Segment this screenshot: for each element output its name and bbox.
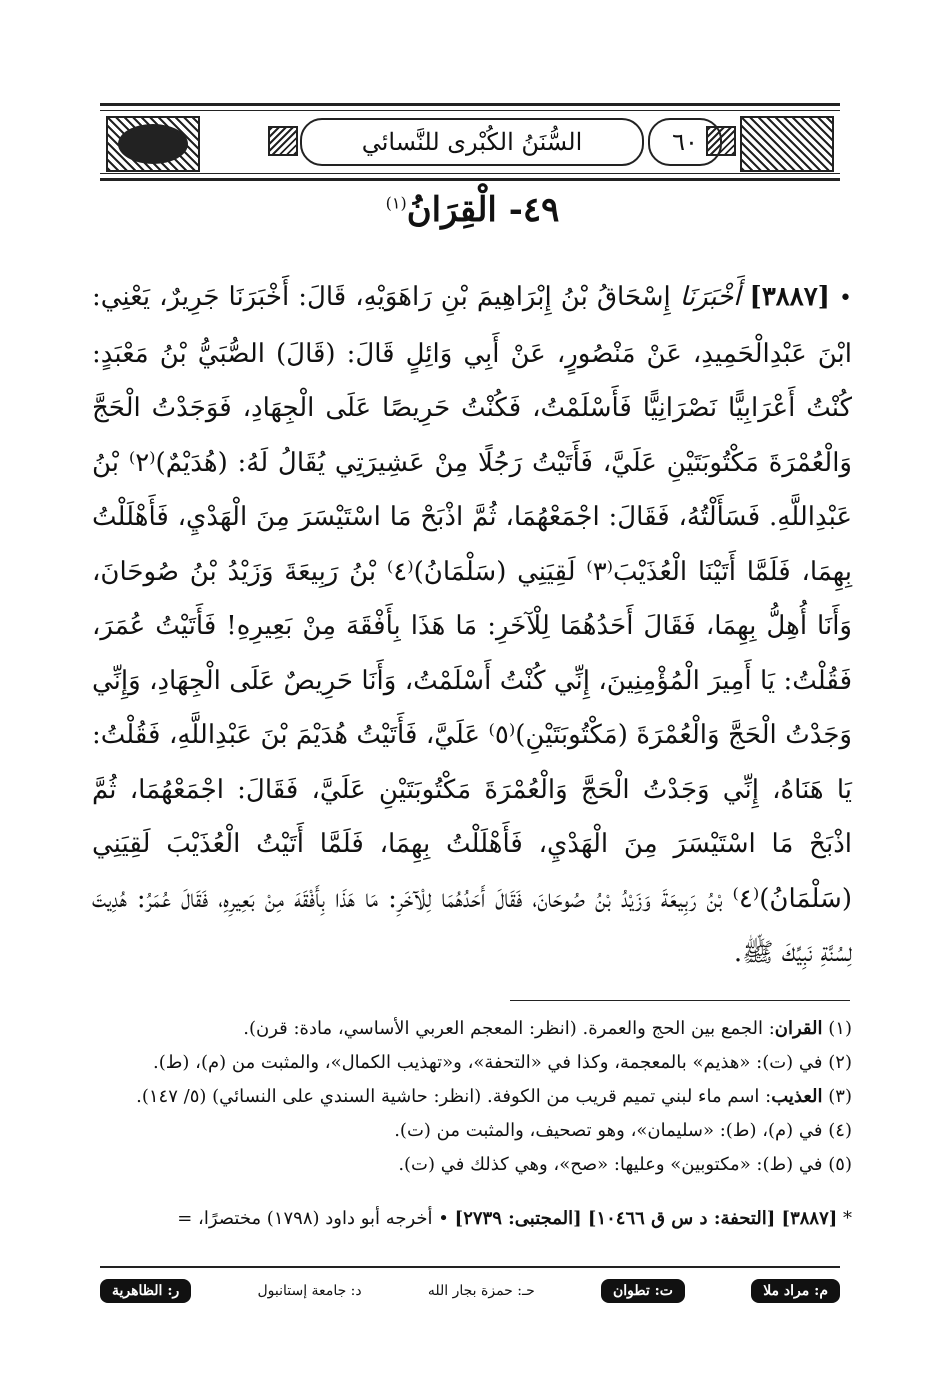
footnote-separator [510, 1000, 850, 1001]
header-ornament-right [740, 116, 834, 172]
footnote: (٤) في (م)، (ط): «سليمان»، وهو تصحيف، والمثبت من (ت). [394, 1120, 852, 1141]
legend-item: ت: تطوان [601, 1279, 685, 1303]
hadith-body [92, 270, 852, 981]
legend-item: د: جامعة إستانبول [257, 1283, 362, 1299]
header-ornament-left [106, 116, 200, 172]
takhrij-text: أخرجه أبو داود (١٧٩٨) مختصرًا، = [177, 1208, 433, 1229]
footnote: (١) القران: الجمع بين الحج والعمرة. (انظر: المعجم العربي الأساسي، مادة: قرن). [243, 1018, 852, 1039]
footnote: (٣) العذيب: اسم ماء لبني تميم قريب من الكوفة. (انظر: حاشية السندي على النسائي) (٥/ ١٤٧). [136, 1086, 852, 1107]
hadith-text: إِسْحَاقُ بْنُ إِبْرَاهِيمَ بْنِ رَاهَوَيْهِ، قَالَ: أَخْبَرَنَا جَرِيرٌ، يَعْنِي: ابْنَ عَبْدِالْحَمِيدِ، عَنْ مَنْصُورٍ، عَنْ أَبِي وَائِلٍ قَالَ: (قَالَ) الصُّبَيُّ بْنُ مَعْبَدٍ: كُنْتُ أَعْرَابِيًّا نَصْرَانِيًّا فَأَسْلَمْتُ، فَكُنْتُ حَرِيصًا عَلَى الْجِهَادِ، فَوَجَدْتُ الْحَجَّ وَالْعُمْرَةَ مَكْتُوبَتَيْنِ عَلَيَّ، فَأَتَيْتُ رَجُلًا مِنْ عَشِيرَتِي يُقَالُ لَهُ: (هُدَيْمٌ)⁽٢⁾ بْنُ عَبْدِاللَّهِ. فَسَأَلْتُهُ، فَقَالَ: اجْمَعْهُمَا، ثُمَّ اذْبَحْ مَا اسْتَيْسَرَ مِنَ الْهَدْيِ، فَأَهْلَلْتُ بِهِمَا، فَلَمَّا أَتَيْنَا الْعُذَيْبَ⁽٣⁾ لَقِيَنِي (سَلْمَانُ)⁽٤⁾ بْنُ رَبِيعَةَ وَزَيْدُ بْنُ صُوحَانَ، وَأَنَا أُهِلُّ بِهِمَا، فَقَالَ أَحَدُهُمَا لِلْآخَرِ: مَا هَذَا بِأَفْقَهَ مِنْ بَعِيرِهِ! فَأَتَيْتُ عُمَرَ، فَقُلْتُ: يَا أَمِيرَ الْمُؤْمِنِينَ، إِنِّي كُنْتُ أَسْلَمْتُ، وَأَنَا حَرِيصٌ عَلَى الْجِهَادِ، وَإِنِّي وَجَدْتُ الْحَجَّ وَالْعُمْرَةَ (مَكْتُوبَتَيْنِ)⁽٥⁾ عَلَيَّ، فَأَتَيْتُ هُدَيْمَ بْنَ عَبْدِاللَّهِ، فَقُلْتُ: يَا هَنَاهُ، إِنِّي وَجَدْتُ الْحَجَّ وَالْعُمْرَةَ مَكْتُوبَتَيْنِ عَلَيَّ، فَقَالَ: اجْمَعْهُمَا، ثُمَّ اذْبَحْ مَا اسْتَيْسَرَ مِنَ الْهَدْيِ، فَأَهْلَلْتُ بِهِمَا، فَلَمَّا أَتَيْتُ الْعُذَيْبَ لَقِيَنِي (سَلْمَانُ)⁽٤⁾ بْنُ رَبِيعَةَ وَزَيْدُ بْنُ صُوحَانَ، فَقَالَ أَحَدُهُمَا لِلْآخَرِ: مَا هَذَا بِأَفْقَهَ مِنْ بَعِيرِهِ، فَقَالَ عُمَرُ: هُدِيتَ لِسُنَّةِ نَبِيِّكَ ﷺ. [92, 282, 853, 968]
legend-item: حـ: حمزة بجار الله [427, 1283, 535, 1299]
footnote: (٥) في (ط): «مكتوبين» وعليها: «صح»، وهي كذلك في (ت). [398, 1154, 852, 1175]
footnote: (٢) في (ت): «هذيم» بالمعجمة، وكذا في «التحفة»، و«تهذيب الكمال»، والمثبت من (م)، (ط). [153, 1052, 852, 1073]
chapter-title: ٤٩- الْقِرَانُ [406, 190, 560, 230]
hadith-number: [٣٨٨٧] [749, 282, 830, 312]
page-number: ٦٠ [648, 118, 722, 166]
chapter-note-marker: (١) [385, 193, 407, 213]
publisher-emblem-icon [118, 124, 188, 164]
chapter-heading [0, 190, 945, 230]
legend-item: ر: الظاهرية [100, 1279, 191, 1303]
book-title: السُّنَنُ الكُبْرى للنَّسائي [300, 118, 644, 166]
star-icon: * [843, 1208, 852, 1229]
page-header [100, 103, 840, 181]
legend-item: م: مراد ملا [751, 1279, 840, 1303]
takhrij-ref: [٣٨٨٧] [التحفة: د س ق ١٠٤٦٦] [المجتبى: ٢٧٣٩] [454, 1208, 838, 1229]
footnotes [92, 1012, 852, 1182]
header-square-ornament [268, 126, 298, 156]
akhbarana-word: أَخْبَرَنَا [679, 282, 741, 312]
hadith-bullet: • [839, 286, 853, 311]
manuscript-legend [100, 1274, 840, 1308]
legend-separator [100, 1266, 840, 1268]
takhrij-bullet: • [438, 1208, 449, 1229]
takhrij-line [62, 1204, 852, 1234]
